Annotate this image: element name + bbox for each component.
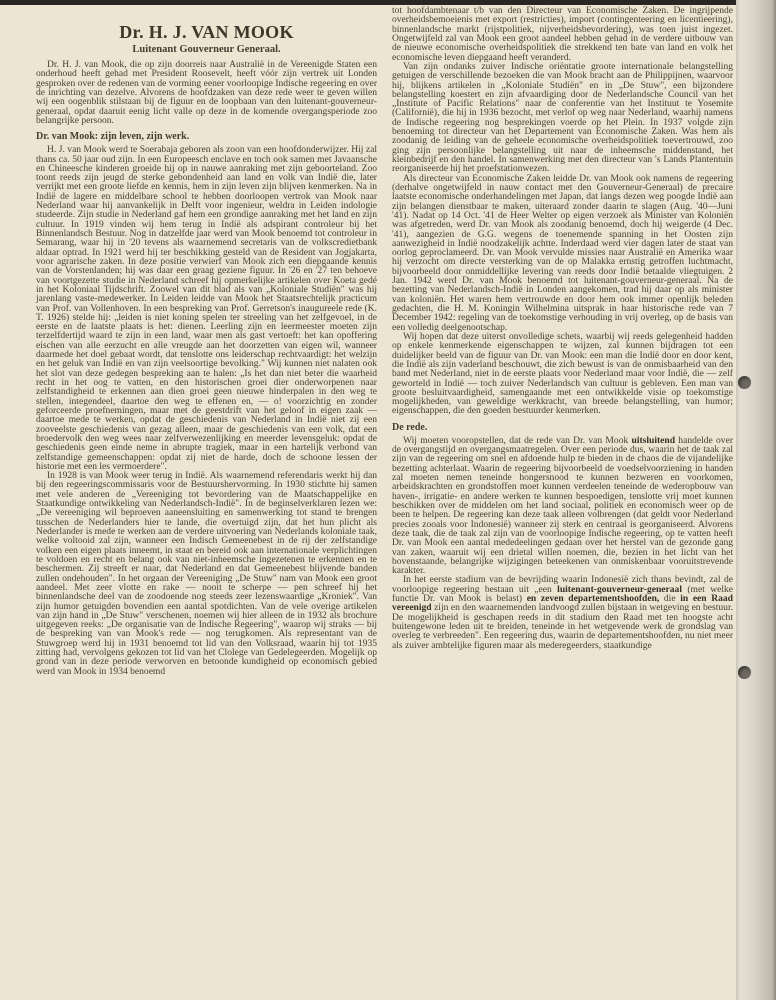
bold-text: in een Raad vereenigd	[392, 593, 733, 614]
paragraph: In 1928 is van Mook weer terug in Indië. Als waarnemend referendaris werkt hij dan bij den regeeringscommissaris voor de Bestuurshervorming. In 1930 stichtte hij samen met vele anderen de „Vereeniging tot bevordering van de Maatschappelijke en Staatkundige ontwikkeling van Nederlandsch-Indië". In de beginselverklaren lezen we: „De vereeniging wil beproeven aaneensluiting en samenwerking tot stand te brengen tusschen de Nederlanders hier te lande, die overtuigd zijn, dat het hun plicht als Nederlander is mede te werken aan de verdere uitvoering van Nederlands koloniale taak, welke voltooid zal zijn, wanneer een Indisch Gemeenebest in de rij der zelfstandige volken een eigen plaats inneemt, in staat en bereid ook aan internationale verplichtingen te voldoen en recht en belang ook van niet-inheemsche ingezetenen te erkennen en te beschermen. Zij streeft er naar, dat Nederland en dat Gemeenebest blijvende banden zullen ondehouden". In het orgaan der Vereeniging „De Stuw" nam van Mook een groot aandeel. Met zeer vlotte en rake — nooit te scherpe — pen schreef hij het binnenlandsche deel van de zoodoende nog steeds zeer lezenswaardige „Kroniek". Van zijn humor getuigden bovendien een aantal spotdichten. Van de vele overige artikelen van zijn hand in „De Stuw" verschenen, noemen wij hier alleen de in 1932 als brochure uitgegeven reeks: „De organisatie van de Indische Regeering", waarop wij straks — bij de bespreking van van Mook's rede — nog terugkomen. Als representant van de Stuwgroep werd hij in 1931 benoemd tot lid van den Volksraad, waarin hij tot 1935 zitting had, vervolgens gekozen tot lid van het Clolege van Gedelegeerden. Mogelijk op grond van in deze periode verworven en betoonde kundigheid op economisch gebied werd van Mook in 1934 benoemd	[36, 470, 377, 677]
text: Wij moeten vooropstellen, dat de rede van Dr. van Mook	[403, 434, 632, 446]
text: In het eerste stadium van de bevrijding waarin Indonesië zich thans bevindt, zal de voorloopige regeering bestaan uit „een	[392, 574, 733, 595]
paragraph: Van zijn ondanks zuiver Indische oriëntatie groote internationale belangstelling getuigen de verschillende bezoeken die van Mook bracht aan de Philippijnen, waarvoor hij, blijkens artikelen in „Koloniale Studiën" en in „De Stuw", een bijzondere belangstelling koestert en zijn afvaardiging door de Nederlandsche Council van het „Institute of Pacific Relations" naar de conferentie van het Instituut te Yosemite (Californië), die hij in 1936 bezocht, met verlof op weg naar Nederland, waarhij namens de Indische regeering nog besprekingen voerde op het Plein. In 1937 volgde zijn benoeming tot directeur van het Departement van Economische Zaken. Was hem als zoodanig de leiding van de geheele economische overheidspolitiek toevertrouwd, zoo ging zijn persoonlijke belangstelling uit naar de inheemsche middenstand, het kleinbedrijf en den handel. In samenwerking met den directeur van 's Lands Plantentuin reorganiseerde hij het proefstationwezen.	[392, 60, 733, 175]
section-heading-speech: De rede.	[392, 421, 428, 433]
article-title: Dr. H. J. VAN MOOK	[119, 22, 294, 42]
paragraph: Wij hopen dat deze uiterst onvolledige schets, waarbij wij reeds gelegenheid hadden op enkele kenmerkende eigenschappen te wijzen, zal kunnen bijdragen tot een duidelijker beeld van de figuur van Dr. van Mook: een man die Indië door en door kent, die Indië als zijn vaderland beschouwt, die zich bewust is van de onmisbaarheid van den band met Nederland, niet in de eerste plaats voor Nederland maar voor Indië, die — zelf geworteld in Indië — toch zuiver Nederlandsch van cultuur is gebleven. Een man van groote besluitvaardigheid, samengaande met een ontwikkelde visie op toekomstige mogelijkheden, van geweldige werkkracht, van breede belangstelling, van humor; eigenschappen, die den goeden bestuurder kenmerken.	[392, 330, 733, 417]
paragraph: H. J. van Mook werd te Soerabaja geboren als zoon van een hoofdonderwijzer. Hij zal thans ca. 50 jaar oud zijn. In een Europeesch enclave en toch ook samen met Javaansche en Chineesche kinderen groeide hij op in nauwe aanraking met zijn geboorteland. Zoo toont reeds zijn jeugd de sterke gebondenheid aan land en volk van Indië die, later verrijkt met een groote liefde en kennis, hem in zijn leven zijn blijven kenmerken. Na in Indië de lagere en middelbare school te hebben doorloopen vertrok van Mook naar Nederland waar hij aanvankelijk in Delft voor ingenieur, weldra in Leiden indologie studeerde. Zijn studie in Nederland gaf hem een grondige aanraking met het land en zijn cultuur. In 1919 vinden wij hem terug in Indië als adspirant controleur bij het Binnenlandsch Bestuur. Nog in datzelfde jaar werd van Mook benoemd tot controleur in Semarang, waar hij in '20 tevens als waarnemend secretaris van de volkscredietbank aldaar optrad. In 1921 werd hij ter beschikking gesteld van de Resident van Jogjakarta, voor agrarische zaken. In deze positie verwierf van Mook zich een diepgaande kennis van de Vorstenlanden; hij was daar een graag geziene figuur. In '26 en '27 ten behoeve van voortgezette studie in Nederland schreef hij opmerkelijke artikelen over Koeta gedé in het Koloniaal Tijdschrift. Zoowel van dit blad als van „Koloniale Studiën" was hij jarenlang vaste-medewerker. In Leiden leidde van Mook het Staatsrechtelijk practicum van Prof. van Vollenhoven. In een bespreking van Prof. Gerretson's inaugureele rede (K. T. 1926) stelde hij: „leiden is niet koning spelen ter streeling van het zelfgevoel, in de eerste en de laatste plaats is het: dienen. Leerling zijn en leermeester moeten zijn terzelfdertijd waard te zijn in een land, waar men als gast vertoeft: het kan opoffering eischen van alle eerzucht en alle vreugde aan het doorzetten van eigen wil, wanneer daarmede het doel gebaat wordt, dat tenslotte ons leiderschap rechtvaardigt: het welzijn en het geluk van Indië en van zijn veelsoortige bevolking." Wij kunnen niet nalaten ook het slot van deze gedegen bespreking aan te halen: „Is het dan niet beter die waarheid recht in het oog te vatten, en den historischen groei dier onderworpenen naar zelfstandigheid te erkennen aan dien groei geen nieuwe hinderpalen in den weg te stellen, integendeel, daartoe den weg te effenen en, — o! voorzichtig en zonder geforceerde proefnemingen, maar met de geestdrift van het geloof in eigen zaak — daartoe mede te werken, opdat de geschiedenis van Nederland in Indië niet zij een zooveelste geschiedenis van gezag alleen, maar de geschiedenis van een volk, dat een broedervolk den weg wees naar zelfverwezenlijking en meerder levensgeluk: opdat de geschiedenis geen einde neme in abrupte tragiek, maar in een hartelijk verbond van zelfstandige gemeenschappen: opdat zij niet de harde, doch de schoone lessen der historie met een les vermoerdere".	[36, 144, 377, 472]
article-subtitle: Luitenant Gouverneur Generaal.	[132, 44, 281, 55]
section-heading-life: Dr. van Mook: zijn leven, zijn werk.	[36, 131, 190, 143]
page-right-edge	[736, 0, 776, 1000]
text: handelde over de overgangstijd en overgangsmaatregelen. Over een periode dus, waarin het de taak zal zijn van de regeering om snel en afdoende hulp te bieden in de chaos die de vijandelijke bezetting achterlaat. Waarin de regeering bijvoorbeeld de voedselvoorziening in handen zal moeten nemen teneinde hongersnood te kunnen bezweren en voorkomen, arbeidskrachten en grondstoffen moet kunnen verdeelen teneinde de wederopbouw van haven-, irrigatie- en andere werken te kunnen bespoedigen, tenslotte vrij moet kunnen beschikken over de middelen om het land sociaal, politiek en economisch weer op de been te helpen. De regeering kan deze taak alleen volbrengen (dat geldt voor Nederland precies zooals voor Indonesië) wanneer zij sterk en centraal is georganiseerd. Alvorens deze taak, die de taak zal zijn van de voorloopige Indische regeering, op te vatten heeft Dr. van Mook een aantal mededeelingen gedaan over het herstel van de gezonde gang van zaken, waaruit wij een drietal willen noemen, die, bezien in het licht van het bovenstaande, belangrijke wijzigingen beteekenen van onmiskenbaar vooruitstrevende karakter.	[392, 434, 733, 577]
text: zijn en den waarnemenden landvoogd zullen bijstaan in wetgeving en bestuur. De mogelijkheid is geschapen reeds in dit stadium den Raad met ten hoogste acht buitengewone leden uit te breiden, teneinde in het wetgevende werk de grondslag van overleg te verbreeden". Een regeering dus, waarin de departementshoofden, nu niet meer als zuiver ambtelijke figuren maar als mederegeerders, staatkundige	[392, 602, 733, 651]
punch-hole	[738, 376, 751, 389]
right-column	[392, 6, 733, 650]
text: (met welke functie Dr. van Mook is belast)	[392, 583, 733, 605]
left-column	[36, 22, 377, 676]
paragraph	[392, 436, 733, 576]
paragraph: Als directeur van Economische Zaken leidde Dr. van Mook ook namens de regeering (derhalve ongetwijfeld in nauw contact met den Gouverneur-Generaal) de precaire laatste economische onderhandelingen met Japan, dat langs dezen weg poogde Indië aan zijn belangen dienstbaar te maken, uiteraard zonder daarin te slagen (Aug. '40—Juni '41). Nadat op 14 Oct. '41 de Heer Welter op eigen verzoek als Minister van Koloniën was afgetreden, werd Dr. van Mook als zoodanig benoemd, doch hij weigerde (4 Dec. '41), aangezien de G.G. wegens de toenemende spanning in het Oosten zijn aanwezigheid in Indië noodzakelijk achtte. Inderdaad werd vier dagen later de staat van oorlog geproclameerd. Dr. van Mook vervulde missies naar Australië en Amerika waar hij verzocht om directe versterking van de op Malakka ernstig getroffen luchtmacht, bijvoorbeeld door onmiddellijke levering van reeds door Indië betaalde vliegtuigen. 2 Jan. 1942 werd Dr. van Mook benoemd tot luitenant-gouverneur-generaal. Na de bezetting van Nederlandsch-Indië in Londen aangekomen, trad hij daar op als minister van koloniën. Het waren hem vertrouwde en door hem ook immer openlijk beleden gedachten, die H. M. Koningin Wilhelmina uitsprak in haar historische rede van 7 December 1942: regeling van de toekomstige verhouding in vrij overleg, op de basis van een volledig deelgenootschap.	[392, 172, 733, 333]
bold-text: luitenant-gouverneur-generaal	[557, 583, 682, 595]
paragraph-continued: tot hoofdambtenaar t/b van den Directeur van Economische Zaken. De ingrijpende overheidsbemoeienis met export (restricties), import (contingenteering en licentieering), binnenlandsche markt (rijstpolitiek, nijverheidsbevordering), was toen juist ingezet. Ongetwijfeld zal van Mook een groot aandeel hebben gehad in de verdere uitbouw van de nieuwe economische overheidspolitiek die strekkend ten bate van land en volk het economische leven diepgaand heeft veranderd.	[392, 5, 733, 63]
intro-paragraph: Dr. H. J. van Mook, die op zijn doorreis naar Australië in de Vereenigde Staten een onderhoud heeft gehad met President Roosevelt, heeft vóór zijn vertrek uit Londen gesproken over de redenen van de vorming eener voorloopige Indische regeering en over de inrichting van dezelve. Alvorens de hoofdzaken van deze rede weer te geven willen wij een oogenblik stilstaan bij de figuur en de loopbaan van den luitenant-gouverneur-generaal, opdat daaruit eenig licht valle op deze in de komende overgangsperiode zoo belangrijke persoon.	[36, 59, 377, 126]
text: die	[659, 593, 681, 605]
bold-text: uitsluitend	[631, 434, 676, 446]
punch-hole	[738, 666, 751, 679]
paragraph	[392, 575, 733, 650]
bold-text: en zeven departementshoofden,	[526, 593, 660, 605]
